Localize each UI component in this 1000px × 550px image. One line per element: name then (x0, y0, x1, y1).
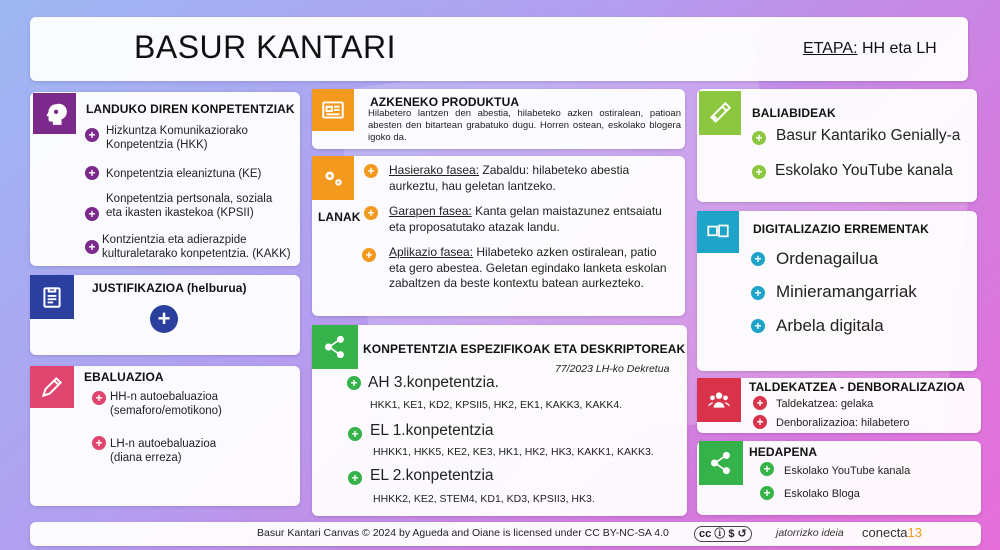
plus-icon: + (85, 207, 99, 221)
plus-icon: + (751, 319, 765, 333)
brand-number: 13 (907, 525, 923, 540)
tarea-text: Zabaldu: hilabeteko abestia aurkeztu, hau geletan lantzeko. (389, 163, 630, 193)
competencia-desc: HHKK2, KE2, STEM4, KD1, KD3, KPSII3, HK3. (373, 493, 595, 505)
recurso-item: Basur Kantariko Genially-a (776, 127, 961, 144)
recurso-item: Eskolako YouTube kanala (775, 162, 953, 179)
decree-text: 77/2023 LH-ko Dekretua (555, 363, 670, 375)
clipboard-icon (30, 275, 74, 319)
plus-icon: + (752, 165, 766, 179)
group-icon (697, 378, 741, 422)
plus-icon: + (364, 164, 378, 178)
plus-icon: + (347, 376, 361, 390)
especificas-title: KONPETENTZIA ESPEZIFIKOAK ETA DESKRIPTOREAK (363, 342, 686, 356)
plus-icon: + (760, 462, 774, 476)
competencia-desc: HHKK1, HKK5, KE2, KE3, HK1, HK2, HK3, KAKK1, KAKK3. (373, 446, 654, 458)
competencia-name: EL 1.konpetentzia (370, 422, 494, 439)
evaluacion-item: HH-n autoebaluazioa (semaforo/emotikono) (110, 391, 222, 417)
difusion-title: HEDAPENA (749, 445, 818, 459)
cc-license-icon[interactable]: cc ⓘ $ ↺ (694, 526, 752, 542)
etapa-value: HH eta LH (857, 40, 937, 57)
plus-icon: + (92, 436, 106, 450)
competencia-name: EL 2.konpetentzia (370, 467, 494, 484)
competencias-card (30, 92, 300, 266)
add-button[interactable]: + (150, 305, 178, 333)
evaluacion-item: LH-n autoebaluazioa (diana erreza) (110, 438, 217, 464)
evaluacion-card (30, 366, 300, 506)
pencil-icon (30, 366, 74, 408)
digital-item: Minieramangarriak (776, 282, 917, 301)
etapa-label: ETAPA: (803, 40, 858, 57)
plus-icon: + (752, 131, 766, 145)
producto-card (312, 89, 685, 149)
tarea-item (389, 204, 664, 235)
digital-item: Ordenagailua (776, 249, 879, 268)
plus-icon: + (753, 415, 767, 429)
justificacion-card (30, 275, 300, 355)
especificas-card (312, 325, 687, 516)
origin-text: jatorrizko ideia (776, 527, 844, 539)
competencia-item: Hizkuntza Komunikaziorako Konpetentzia (HKK) (106, 125, 248, 151)
tarea-item (389, 245, 669, 292)
plus-icon: + (85, 240, 99, 254)
difusion-item: Eskolako Bloga (784, 488, 860, 500)
difusion-card (697, 441, 981, 515)
competencias-title: LANDUKO DIREN KONPETENTZIAK (86, 102, 295, 116)
brand-name: conecta (862, 525, 908, 540)
tareas-title: LANAK (318, 210, 361, 224)
recursos-title: BALIABIDEAK (752, 106, 836, 120)
share-icon (312, 325, 358, 369)
plus-icon: + (753, 396, 767, 410)
plus-icon: + (760, 486, 774, 500)
plus-icon: + (348, 471, 362, 485)
agrupamiento-item: Denboralizazioa: hilabetero (776, 417, 910, 429)
plus-icon: + (751, 252, 765, 266)
justificacion-title: JUSTIFIKAZIOA (helburua) (92, 281, 247, 295)
digital-title: DIGITALIZAZIO ERREMENTAK (753, 222, 929, 236)
conecta-logo (862, 525, 922, 540)
plus-icon: + (364, 206, 378, 220)
producto-title: AZKENEKO PRODUKTUA (370, 95, 520, 109)
plus-icon: + (751, 286, 765, 300)
head-icon (33, 93, 76, 134)
tarea-phase: Hasierako fasea: (389, 163, 480, 177)
difusion-item: Eskolako YouTube kanala (784, 465, 911, 477)
competencia-item: Kontzientzia eta adierazpide kulturaletarako konpetentzia. (KAKK) (102, 234, 291, 260)
license-text: Basur Kantari Canvas © 2024 by Agueda and Oiane is licensed under CC BY-NC-SA 4.0 (257, 527, 669, 539)
devices-icon (697, 211, 739, 253)
tarea-phase: Garapen fasea: (389, 204, 472, 218)
digital-card (697, 211, 977, 371)
plus-icon: + (85, 128, 99, 142)
tarea-item (389, 163, 664, 194)
tarea-phase: Aplikazio fasea: (389, 245, 474, 259)
newspaper-icon (312, 89, 354, 131)
digital-item: Arbela digitala (776, 316, 884, 335)
recursos-card (697, 89, 977, 202)
plus-icon: + (362, 248, 376, 262)
agrupamiento-card (697, 378, 981, 433)
page-title: BASUR KANTARI (134, 29, 396, 65)
tools-icon (699, 91, 741, 135)
tarea-text: Kanta gelan maistazunez entsaiatu eta proposatutako atazak landu. (389, 204, 662, 234)
gears-icon (312, 156, 354, 200)
competencia-name: AH 3.konpetentzia. (368, 374, 499, 391)
evaluacion-title: EBALUAZIOA (84, 370, 164, 384)
etapa-info (803, 40, 937, 58)
plus-icon: + (92, 391, 106, 405)
footer-card (30, 522, 981, 546)
header-card (30, 17, 968, 81)
plus-icon: + (348, 427, 362, 441)
producto-text: Hilabetero lantzen den abestia, hilabeteko azken ostiralean, patioan abesten den bitartean grabatuko dugu. Horren ostean, eskolako blogera igoko da. (368, 108, 681, 143)
competencia-item: Konpetentzia pertsonala, soziala eta ikasten ikastekoa (KPSII) (106, 193, 273, 219)
agrupamiento-item: Taldekatzea: gelaka (776, 398, 874, 410)
tarea-text: Hilabeteko azken ostiralean, patio eta gero abestea. Geletan egindako lanketa eskolan zabaltzen da beste kontextu batean aurkezteko. (389, 245, 667, 290)
agrupamiento-title: TALDEKATZEA - DENBORALIZAZIOA (749, 380, 965, 394)
competencia-item: Konpetentzia eleaniztuna (KE) (106, 168, 262, 180)
competencia-desc: HKK1, KE1, KD2, KPSII5, HK2, EK1, KAKK3, KAKK4. (370, 399, 623, 411)
tareas-card (312, 156, 685, 316)
share-icon (699, 441, 743, 485)
plus-icon: + (85, 166, 99, 180)
